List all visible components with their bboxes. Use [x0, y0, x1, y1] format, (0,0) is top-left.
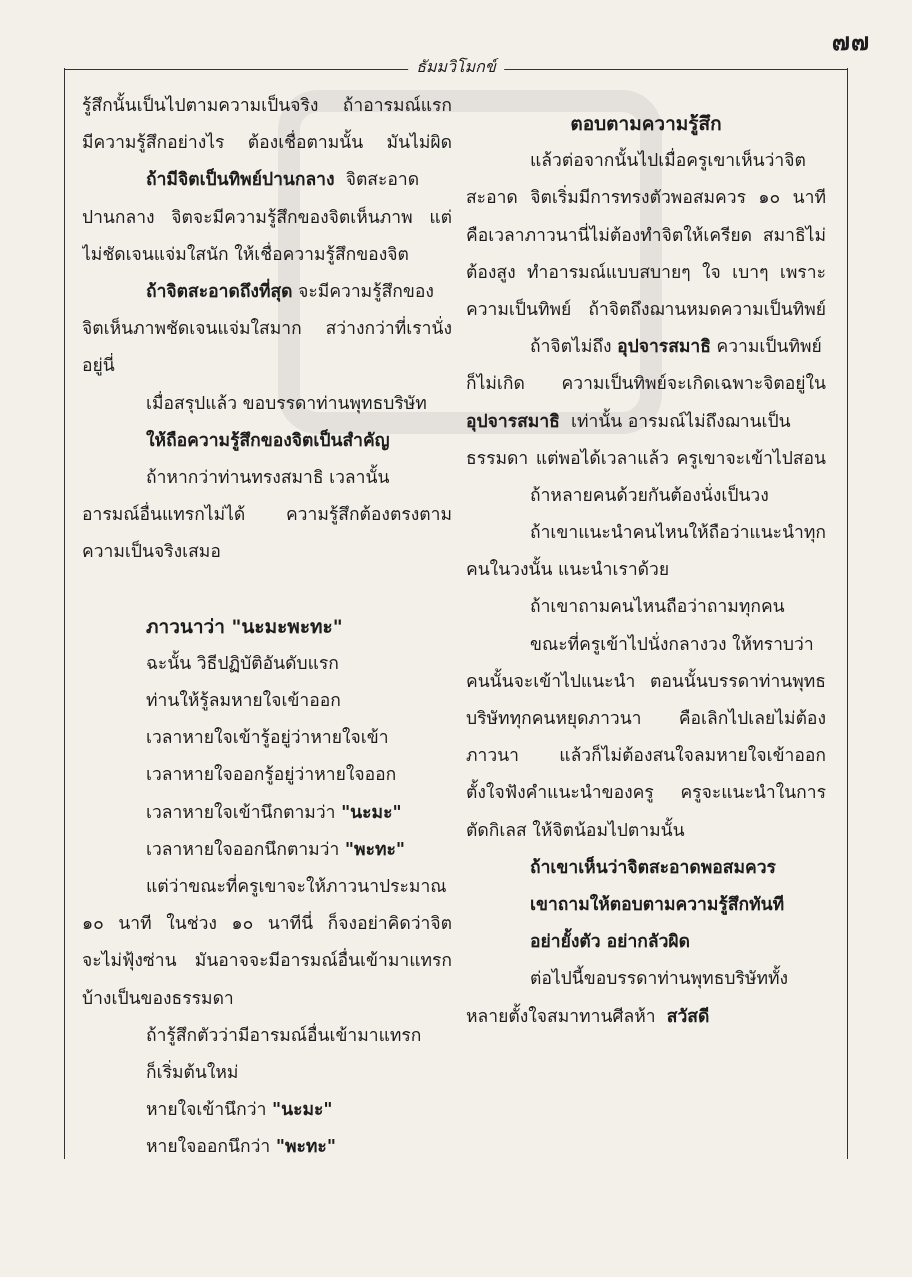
text-line: อยู่นี่ — [82, 356, 115, 377]
mantra: "นะมะ" — [341, 802, 402, 823]
text-span: ถ้าจิตไม่ถึง — [530, 337, 612, 358]
page-number: ๗๗ — [831, 28, 870, 56]
text-line: ความเป็นจริงเสมอ — [82, 542, 221, 563]
bold-term: อุปจารสมาธิ — [466, 411, 560, 432]
bold-line: เขาถามให้ตอบตามความรู้สึกทันที — [530, 894, 785, 915]
text-line: ธรรมดา แต่พอได้เวลาแล้ว ครูเขาจะเข้าไปสอน — [466, 448, 826, 469]
text-line: ถ้าเขาถามคนไหนถือว่าถามทุกคน — [530, 597, 785, 618]
bold-term: อุปจารสมาธิ — [617, 337, 711, 358]
text-line: สะอาด จิตเริ่มมีการทรงตัวพอสมควร ๑๐ นาที — [466, 188, 826, 209]
text-line: บ้างเป็นของธรรมดา — [82, 988, 234, 1009]
text-line: ต่อไปนี้ขอบรรดาท่านพุทธบริษัททั้ง — [530, 969, 789, 990]
spacer — [466, 88, 826, 106]
mantra: "นะมะ" — [271, 1100, 333, 1121]
text-line: เวลาหายใจออกรู้อยู่ว่าหายใจออก — [146, 765, 397, 786]
text-line: ปานกลาง จิตจะมีความรู้สึกของจิตเห็นภาพ แต่ — [82, 207, 452, 228]
text-span: จะมีความรู้สึกของ — [298, 281, 434, 302]
closing-word: สวัสดี — [666, 1006, 710, 1027]
text-line: ถ้าหลายคนด้วยกันต้องนั่งเป็นวง — [530, 485, 769, 506]
text-line: อารมณ์อื่นแทรกไม่ได้ ความรู้สึกต้องตรงตาม — [82, 505, 452, 526]
text-line: ไม่ชัดเจนแจ่มใสนัก ให้เชื่อความรู้สึกของจิต — [82, 244, 409, 265]
left-column — [82, 88, 452, 1166]
text-line: คือเวลาภาวนานี่ไม่ต้องทำจิตให้เครียด สมาธิไม่ — [466, 225, 826, 246]
mantra: "พะทะ" — [344, 839, 406, 860]
text-line — [82, 162, 452, 199]
bold-phrase: ถ้าจิตสะอาดถึงที่สุด — [146, 281, 293, 302]
text-line: จะไม่ฟุ้งซ่าน มันอาจจะมีอารมณ์อื่นเข้ามาแทรก — [82, 951, 452, 972]
text-line: แต่ว่าขณะที่ครูเขาจะให้ภาวนาประมาณ — [146, 876, 447, 897]
text-line: เวลาหายใจเข้ารู้อยู่ว่าหายใจเข้า — [146, 728, 389, 749]
text-line: ความเป็นทิพย์ ถ้าจิตถึงฌานหมดความเป็นทิพย์ — [466, 299, 826, 320]
text-line: ถ้ารู้สึกตัวว่ามีอารมณ์อื่นเข้ามาแทรก — [146, 1025, 422, 1046]
text-line: ภาวนา แล้วก็ไม่ต้องสนใจลมหายใจเข้าออก — [466, 746, 826, 767]
text-span: หายใจออกนึกว่า — [146, 1137, 271, 1158]
bold-line: ให้ถือความรู้สึกของจิตเป็นสำคัญ — [146, 430, 390, 451]
text-line — [82, 1129, 452, 1166]
text-line — [466, 329, 826, 366]
text-span: ความเป็นทิพย์ — [716, 337, 822, 358]
text-span: หายใจเข้านึกว่า — [146, 1100, 267, 1121]
text-line: บริษัททุกคนหยุดภาวนา คือเลิกไปเลยไม่ต้อง — [466, 709, 826, 729]
text-line: รู้สึกนั้นเป็นไปตามความเป็นจริง ถ้าอารมณ์แรก — [82, 96, 452, 116]
text-span: จิตสะอาด — [345, 170, 420, 191]
section-heading: ตอบตามความรู้สึก — [570, 113, 722, 135]
text-line: คนนั้นจะเข้าไปแนะนำ ตอนนั้นบรรดาท่านพุทธ — [466, 671, 826, 692]
text-line: ก็ไม่เกิด ความเป็นทิพย์จะเกิดเฉพาะจิตอยู่ใน — [466, 374, 826, 395]
bold-phrase: ถ้ามีจิตเป็นทิพย์ปานกลาง — [146, 170, 335, 191]
text-line — [82, 795, 452, 832]
text-line: ๑๐ นาที ในช่วง ๑๐ นาทีนี่ ก็จงอย่าคิดว่าจิต — [82, 914, 452, 935]
text-line: ตัดกิเลส ให้จิตน้อมไปตามนั้น — [466, 820, 685, 841]
text-line: ท่านให้รู้ลมหายใจเข้าออก — [146, 691, 341, 711]
text-span: เวลาหายใจเข้านึกตามว่า — [146, 802, 336, 823]
text-line: คนในวงนั้น แนะนำเราด้วย — [466, 560, 670, 581]
mantra: "พะทะ" — [275, 1137, 336, 1158]
text-line: ถ้าหากว่าท่านทรงสมาธิ เวลานั้น — [146, 467, 390, 488]
text-line: ฉะนั้น วิธีปฏิบัติอันดับแรก — [146, 653, 339, 674]
bold-line: อย่ายั้งตัว อย่ากลัวผิด — [530, 932, 691, 953]
text-span: หลายตั้งใจสมาทานศีลห้า — [466, 1006, 656, 1027]
text-line — [82, 274, 452, 311]
text-line: ถ้าเขาแนะนำคนไหนให้ถือว่าแนะนำทุก — [530, 523, 826, 544]
text-span: เวลาหายใจออกนึกตามว่า — [146, 839, 340, 860]
text-line: แล้วต่อจากนั้นไปเมื่อครูเขาเห็นว่าจิต — [530, 151, 806, 172]
text-line: ต้องสูง ทำอารมณ์แบบสบายๆ ใจ เบาๆ เพราะ — [466, 262, 826, 283]
text-line — [466, 404, 826, 441]
text-line: เมื่อสรุปแล้ว ขอบรรดาท่านพุทธบริษัท — [146, 393, 427, 414]
text-line — [82, 832, 452, 869]
text-line: ก็เริ่มต้นใหม่ — [146, 1062, 239, 1083]
header-title: ธัมมวิโมกข์ — [408, 55, 504, 80]
text-line: จิตเห็นภาพชัดเจนแจ่มใสมาก สว่างกว่าที่เรานั่ง — [82, 319, 452, 340]
text-line — [466, 999, 826, 1036]
text-line: ตั้งใจฟังคำแนะนำของครู ครูจะแนะนำในการ — [466, 783, 826, 804]
spacer — [82, 571, 452, 608]
right-column — [466, 88, 826, 1036]
bold-line: ถ้าเขาเห็นว่าจิตสะอาดพอสมควร — [530, 857, 776, 878]
text-line: มีความรู้สึกอย่างไร ต้องเชื่อตามนั้น มันไม่ผิด — [82, 133, 452, 154]
section-heading: ภาวนาว่า "นะมะพะทะ" — [146, 615, 343, 638]
text-line: ขณะที่ครูเข้าไปนั่งกลางวง ให้ทราบว่า — [530, 634, 814, 655]
text-span: เท่านั้น อารมณ์ไม่ถึงฌานเป็น — [570, 411, 791, 432]
text-line — [82, 1092, 452, 1129]
